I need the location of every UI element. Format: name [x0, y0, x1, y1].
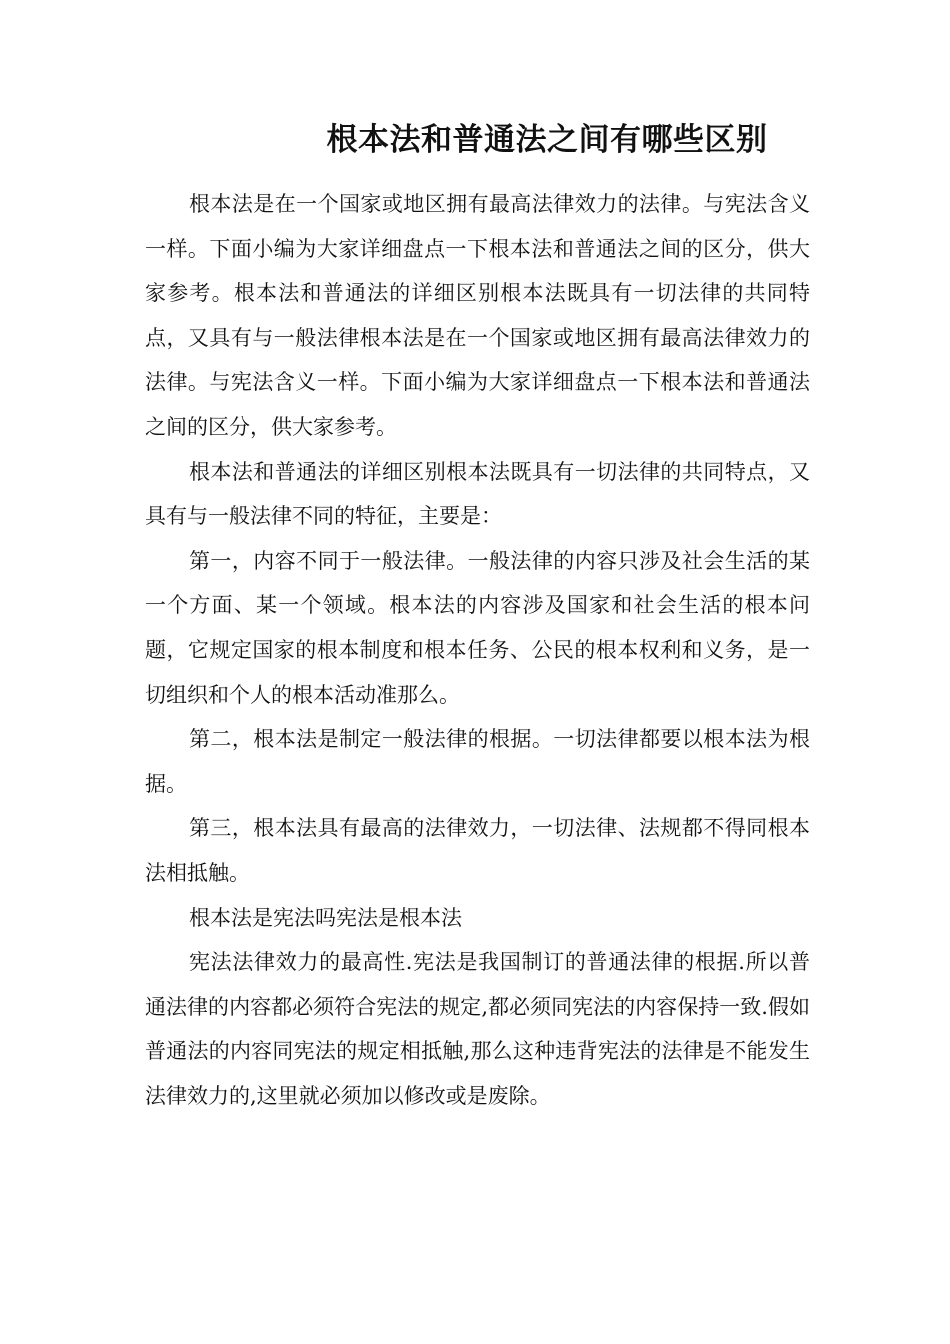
paragraph-second-point: 第二，根本法是制定一般法律的根据。一切法律都要以根本法为根据。: [145, 727, 810, 796]
paragraph-third-point: 第三，根本法具有最高的法律效力，一切法律、法规都不得同根本法相抵触。: [145, 816, 810, 885]
paragraph-first-point: 第一，内容不同于一般法律。一般法律的内容只涉及社会生活的某一个方面、某一个领域。根本法的内容涉及国家和社会生活的根本问题，它规定国家的根本制度和根本任务、公民的根本权利和义务，是一切组织和个人的根本活动准那么。: [145, 548, 810, 707]
paragraph-constitution: 宪法法律效力的最高性.宪法是我国制订的普通法律的根据.所以普通法律的内容都必须符合宪法的规定,都必须同宪法的内容保持一致.假如普通法的内容同宪法的规定相抵触,那么这种违背宪法的法律是不能发生法律效力的,这里就必须加以修改或是废除。: [145, 950, 810, 1108]
paragraph-subheading: 根本法是宪法吗宪法是根本法: [189, 905, 462, 930]
document-body: [145, 182, 810, 1118]
paragraph-intro: 根本法是在一个国家或地区拥有最高法律效力的法律。与宪法含义一样。下面小编为大家详细盘点一下根本法和普通法之间的区分，供大家参考。根本法和普通法的详细区别根本法既具有一切法律的共同特点，又具有与一般法律根本法是在一个国家或地区拥有最高法律效力的法律。与宪法含义一样。下面小编为大家详细盘点一下根本法和普通法之间的区分，供大家参考。: [145, 192, 810, 439]
paragraph-differences: 根本法和普通法的详细区别根本法既具有一切法律的共同特点，又具有与一般法律不同的特征，主要是：: [145, 459, 810, 529]
document-title: 根本法和普通法之间有哪些区别: [326, 122, 768, 158]
